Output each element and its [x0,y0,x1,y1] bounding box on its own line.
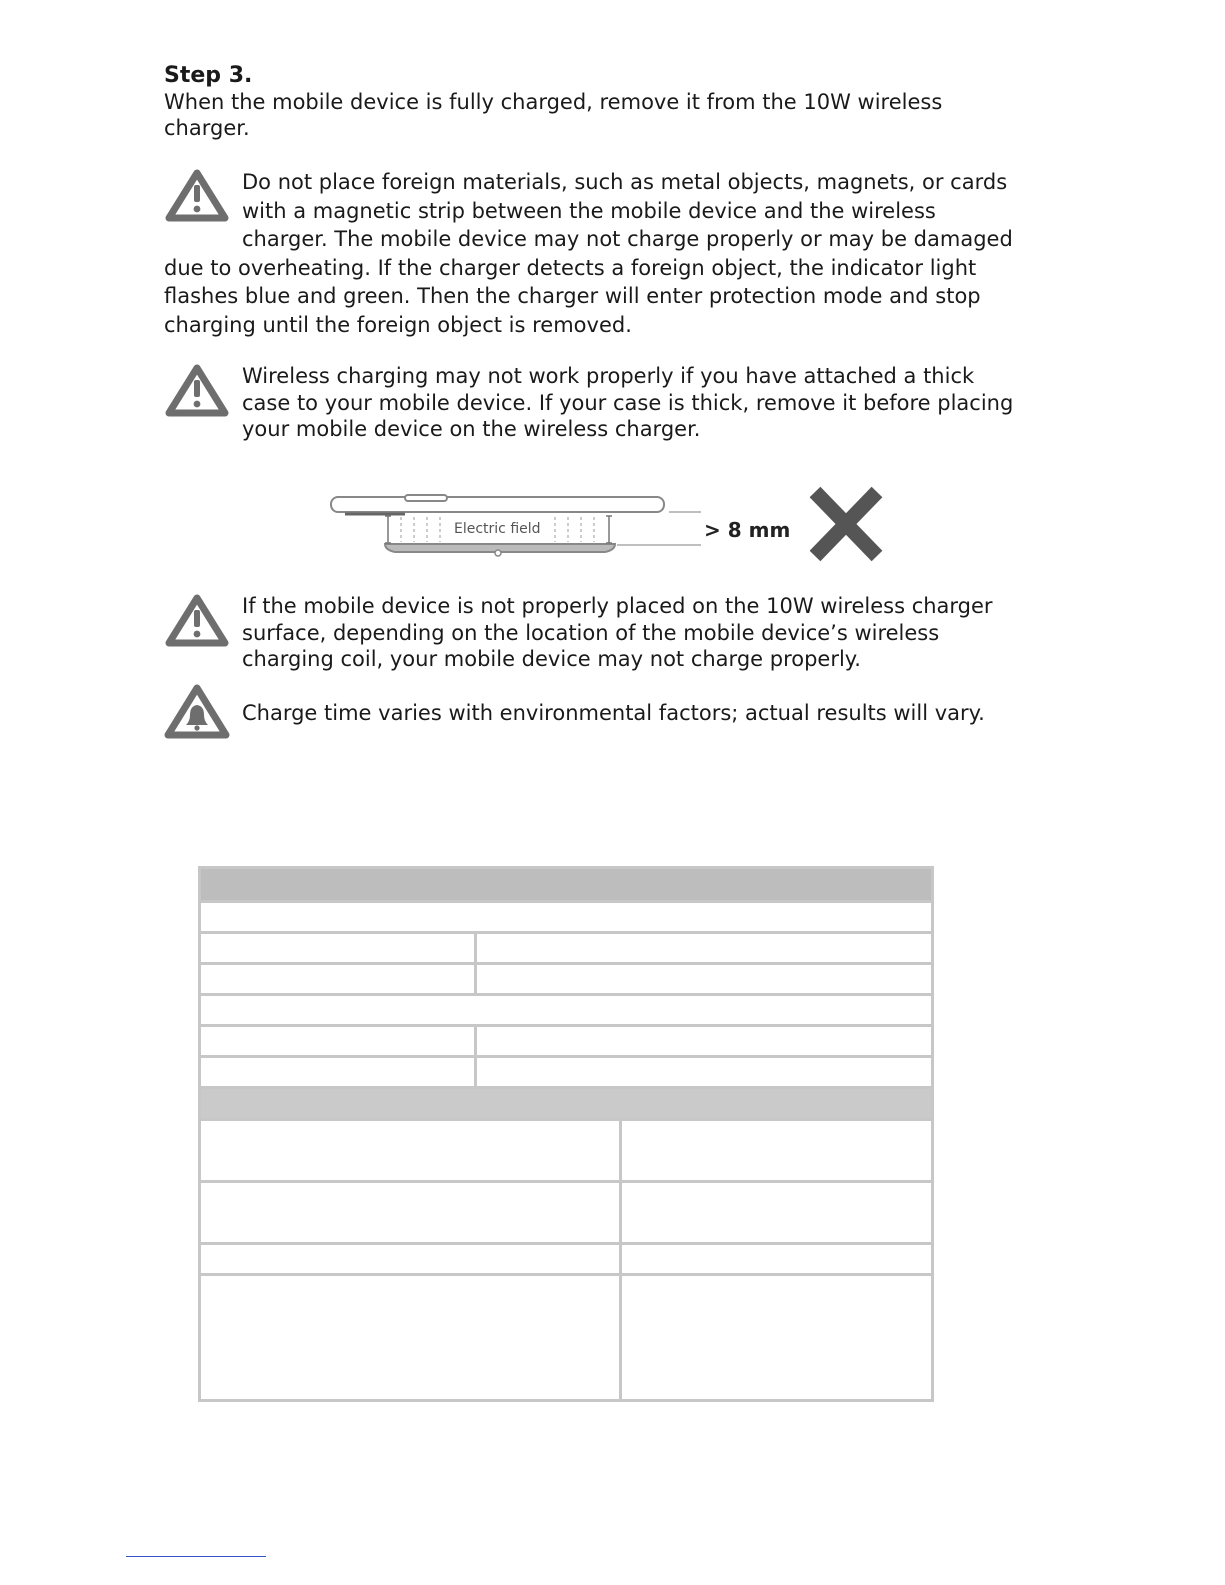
warning-text: If the mobile device is not properly placed on the 10W wireless charger surface, depending on the location of the mobile device’s wireless charging coil, your mobile device may not charge properly. [242,594,993,671]
table-row [200,933,933,964]
x-mark-icon [807,486,885,562]
warning-triangle-icon [164,168,230,226]
warning-thick-case [164,363,1024,443]
footer-rule [126,1556,266,1557]
table-row [200,995,933,1026]
table-row [200,902,933,933]
electric-field-label: Electric field [454,521,541,537]
table-row [200,1057,933,1088]
warning-triangle-icon [164,363,230,421]
distance-label: > 8 mm [704,518,791,542]
table-row [200,1182,933,1244]
table-header-row [200,868,933,902]
warning-triangle-icon [164,593,230,651]
table-header-row [200,1088,933,1120]
charging-distance-diagram [325,486,895,566]
warning-placement [164,593,1024,673]
warning-text: Wireless charging may not work properly if you have attached a thick case to your mobile device. If your case is thick, remove it before placing your mobile device on the wireless charger. [242,364,1014,441]
specifications-table [198,866,934,1402]
warning-text: Do not place foreign materials, such as metal objects, magnets, or cards with a magnetic strip between the mobile device and the wireless charger. The mobile device may not charge properly or may be damaged due to overheating. If the charger detects a foreign object, the indicator light flashes blue and green. Then the charger will enter protection mode and stop charging until the foreign object is removed. [164,170,1013,337]
table-row [200,964,933,995]
table-row [200,1275,933,1401]
table-row [200,1120,933,1182]
step-title: Step 3. [164,63,253,88]
step-text: When the mobile device is fully charged, remove it from the 10W wireless charger. [164,90,943,140]
warning-foreign-materials [164,168,1024,339]
bell-notice-icon [164,684,230,742]
table-row [200,1026,933,1057]
table-row [200,1244,933,1275]
note-charge-time [164,684,1024,742]
note-text: Charge time varies with environmental factors; actual results will vary. [242,701,985,725]
